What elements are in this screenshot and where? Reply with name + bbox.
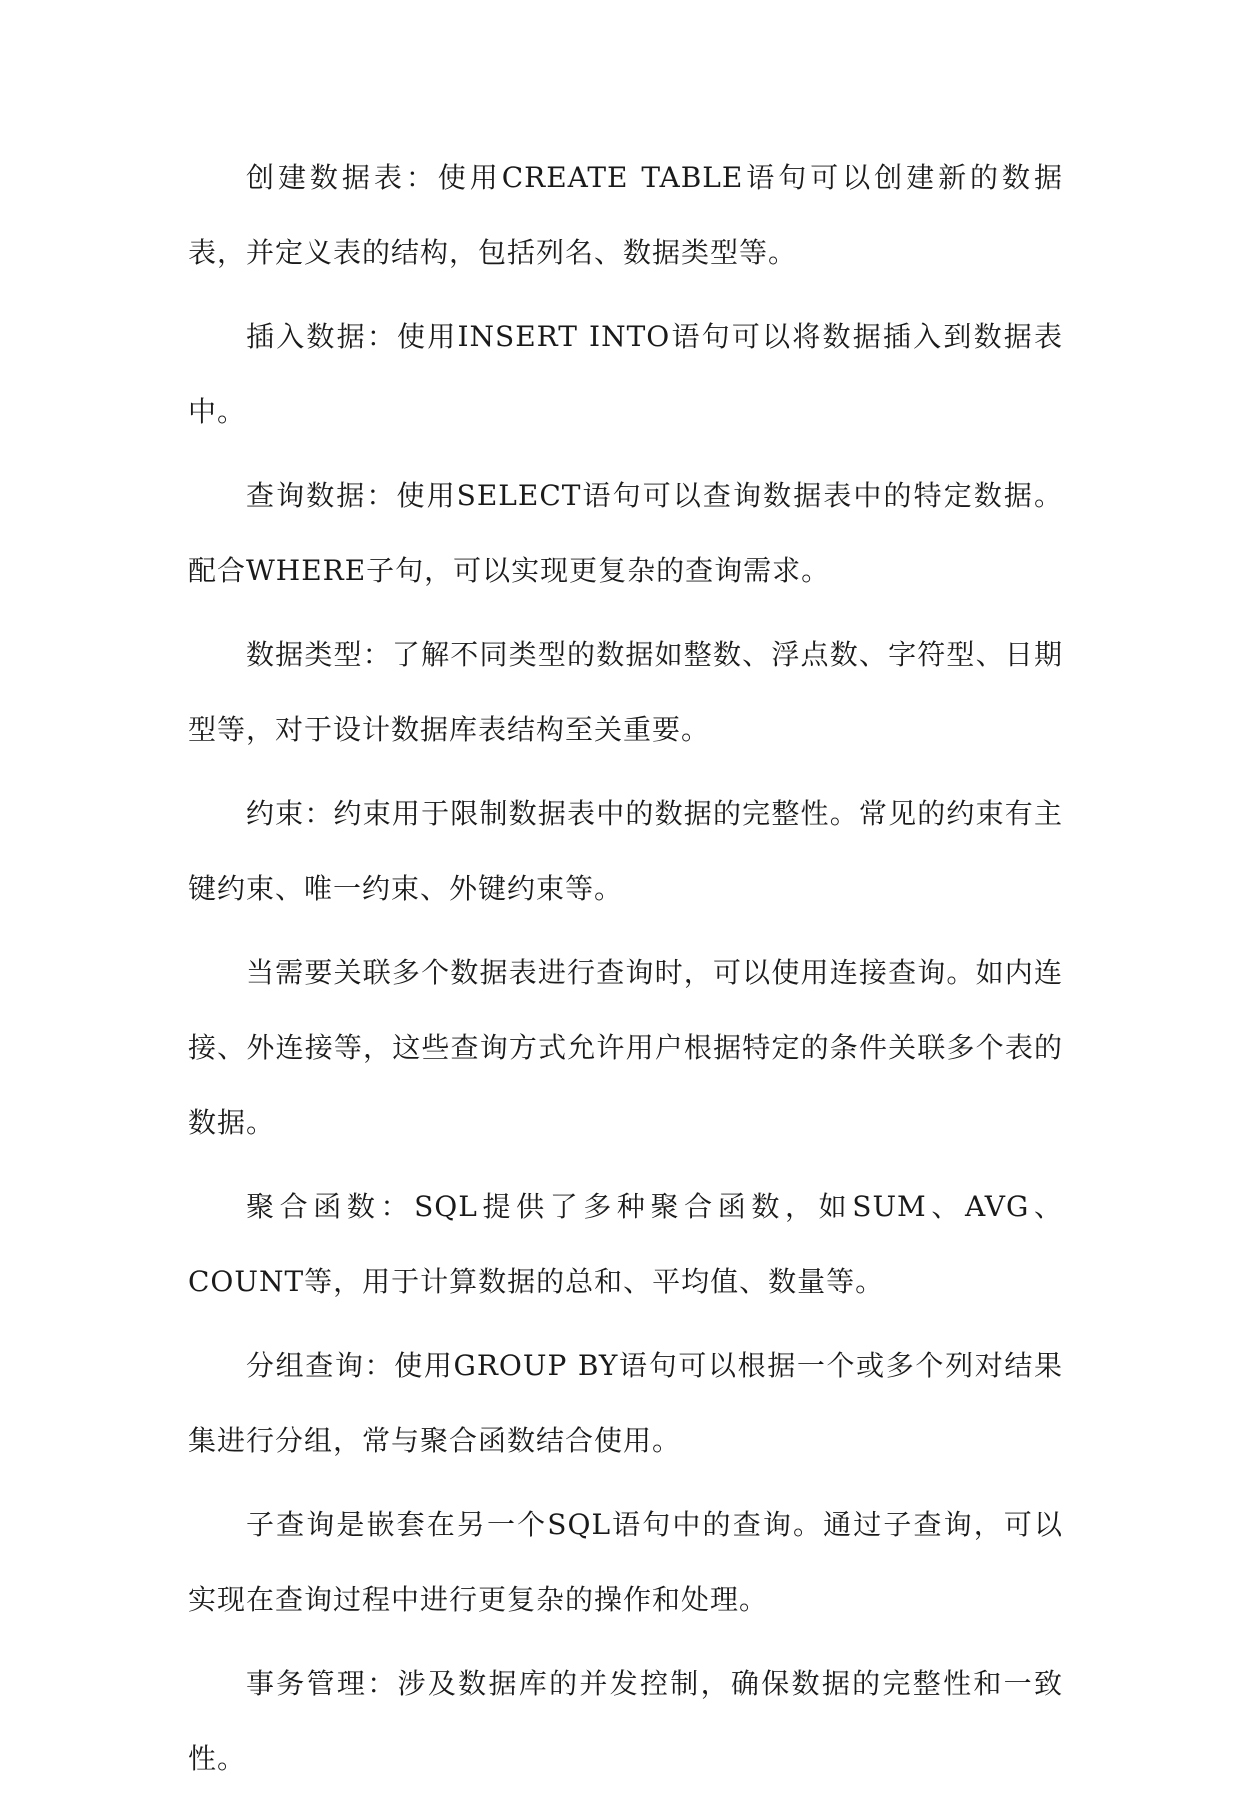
paragraph-data-types: 数据类型：了解不同类型的数据如整数、浮点数、字符型、日期型等，对于设计数据库表结构至关重要。 bbox=[188, 638, 1063, 746]
paragraph-aggregate-functions: 聚合函数：SQL提供了多种聚合函数，如SUM、AVG、COUNT等，用于计算数据的总和、平均值、数量等。 bbox=[188, 1190, 1063, 1298]
paragraph-subquery: 子查询是嵌套在另一个SQL语句中的查询。通过子查询，可以实现在查询过程中进行更复杂的操作和处理。 bbox=[188, 1508, 1063, 1616]
paragraph-join-query: 当需要关联多个数据表进行查询时，可以使用连接查询。如内连接、外连接等，这些查询方式允许用户根据特定的条件关联多个表的数据。 bbox=[188, 956, 1063, 1139]
paragraph-transactions: 事务管理：涉及数据库的并发控制，确保数据的完整性和一致性。 bbox=[188, 1667, 1063, 1775]
document-page bbox=[188, 140, 1063, 1805]
paragraph-group-by: 分组查询：使用GROUP BY语句可以根据一个或多个列对结果集进行分组，常与聚合函数结合使用。 bbox=[188, 1349, 1063, 1457]
paragraph-select-data: 查询数据：使用SELECT语句可以查询数据表中的特定数据。配合WHERE子句，可以实现更复杂的查询需求。 bbox=[188, 479, 1063, 587]
paragraph-create-table: 创建数据表：使用CREATE TABLE语句可以创建新的数据表，并定义表的结构，包括列名、数据类型等。 bbox=[188, 161, 1063, 269]
paragraph-insert-data: 插入数据：使用INSERT INTO语句可以将数据插入到数据表中。 bbox=[188, 320, 1063, 428]
paragraph-constraints: 约束：约束用于限制数据表中的数据的完整性。常见的约束有主键约束、唯一约束、外键约束等。 bbox=[188, 797, 1063, 905]
